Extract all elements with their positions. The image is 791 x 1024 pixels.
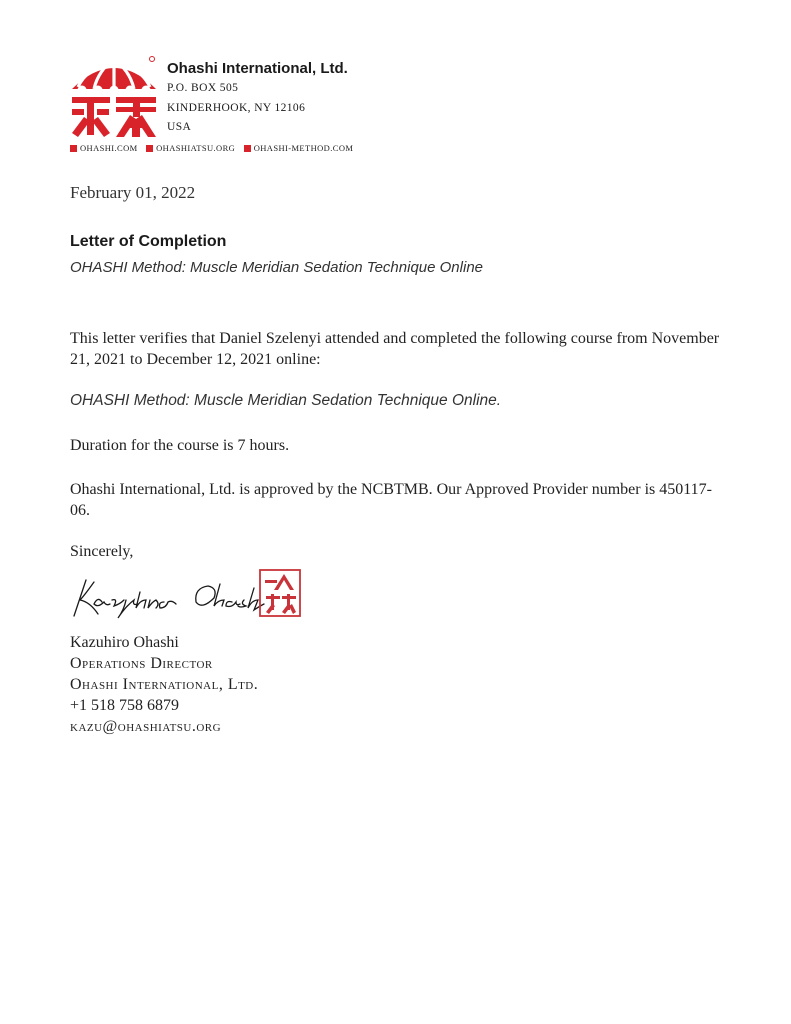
po-box: P.O. BOX 505 [167, 82, 239, 94]
bullet-square-icon [70, 145, 77, 152]
link-ohashi-com: OHASHI.COM [70, 143, 138, 153]
link-ohashi-method-com: OHASHI-METHOD.COM [244, 143, 354, 153]
approval-paragraph: Ohashi International, Ltd. is approved by the NCBTMB. Our Approved Provider number is 450117-06. [70, 481, 712, 519]
signer-company: Ohashi International, Ltd. [70, 676, 259, 693]
letterhead-links [70, 143, 359, 153]
bullet-square-icon [244, 145, 251, 152]
course-title: OHASHI Method: Muscle Meridian Sedation Technique Online. [70, 392, 502, 409]
city-line: KINDERHOOK, NY 12106 [167, 101, 306, 114]
verification-paragraph: This letter verifies that Daniel Szelenyi attended and completed the following course from November 21, 2021 to December 12, 2021 online: [70, 330, 720, 368]
ohashi-logo-icon [68, 53, 160, 137]
letter-heading: Letter of Completion [70, 233, 227, 250]
signature-block [70, 632, 258, 737]
org-name: Ohashi International, Ltd. [167, 60, 348, 77]
letter-date: February 01, 2022 [70, 183, 196, 202]
seal-stamp-icon [260, 570, 300, 616]
handwritten-signature [68, 566, 308, 622]
link-ohashiatsu-org: OHASHIATSU.ORG [146, 143, 235, 153]
country-line: USA [167, 121, 192, 133]
closing: Sincerely, [70, 543, 134, 560]
signer-email: kazu@ohashiatsu.org [70, 718, 222, 735]
bullet-square-icon [146, 145, 153, 152]
letter-subheading: OHASHI Method: Muscle Meridian Sedation Technique Online [70, 259, 483, 276]
duration-paragraph: Duration for the course is 7 hours. [70, 437, 290, 454]
signer-phone: +1 518 758 6879 [70, 697, 180, 714]
signer-title: Operations Director [70, 655, 213, 672]
letterhead-address [167, 59, 348, 138]
signer-name: Kazuhiro Ohashi [70, 634, 179, 651]
